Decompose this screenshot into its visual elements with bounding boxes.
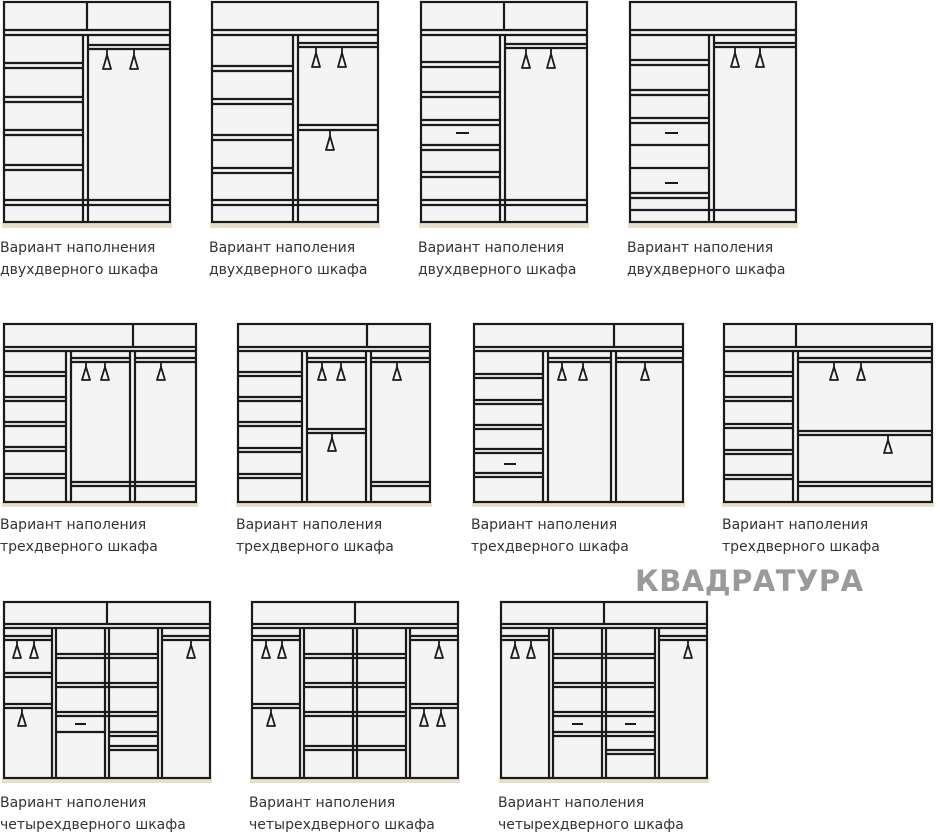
- wardrobe-drawing: [628, 0, 798, 230]
- wardrobe-scheme-1: [2, 0, 172, 230]
- wardrobe-scheme-11: [499, 600, 709, 784]
- scheme-caption: Вариант наполения двухдверного шкафа: [627, 240, 786, 278]
- wardrobe-drawing: [236, 322, 432, 508]
- scheme-caption: Вариант наполения двухдверного шкафа: [209, 240, 368, 278]
- wardrobe-scheme-10: [250, 600, 460, 784]
- scheme-caption: Вариант наполения четырехдверного шкафа: [0, 795, 186, 833]
- wardrobe-drawing: [419, 0, 589, 230]
- brand-logo-text: КВАДРАТУРА: [635, 564, 864, 598]
- wardrobe-drawing: [2, 600, 212, 784]
- scheme-caption: Вариант наполнения двухдверного шкафа: [0, 240, 159, 278]
- scheme-caption: Вариант наполения трехдверного шкафа: [471, 517, 629, 555]
- wardrobe-drawing: [210, 0, 380, 230]
- scheme-caption: Вариант наполения двухдверного шкафа: [418, 240, 577, 278]
- scheme-caption: Вариант наполения четырехдверного шкафа: [498, 795, 684, 833]
- wardrobe-drawing: [250, 600, 460, 784]
- wardrobe-drawing: [499, 600, 709, 784]
- wardrobe-drawing: [472, 322, 685, 508]
- wardrobe-drawing: [2, 322, 198, 508]
- wardrobe-scheme-6: [236, 322, 432, 508]
- wardrobe-scheme-8: [722, 322, 934, 508]
- wardrobe-scheme-4: [628, 0, 798, 230]
- wardrobe-scheme-7: [472, 322, 685, 508]
- scheme-caption: Вариант наполения трехдверного шкафа: [0, 517, 158, 555]
- wardrobe-scheme-2: [210, 0, 380, 230]
- scheme-caption: Вариант наполения трехдверного шкафа: [722, 517, 880, 555]
- wardrobe-drawing: [722, 322, 934, 508]
- wardrobe-drawing: [2, 0, 172, 230]
- scheme-caption: Вариант наполения четырехдверного шкафа: [249, 795, 435, 833]
- wardrobe-scheme-9: [2, 600, 212, 784]
- wardrobe-scheme-5: [2, 322, 198, 508]
- scheme-caption: Вариант наполения трехдверного шкафа: [236, 517, 394, 555]
- wardrobe-scheme-3: [419, 0, 589, 230]
